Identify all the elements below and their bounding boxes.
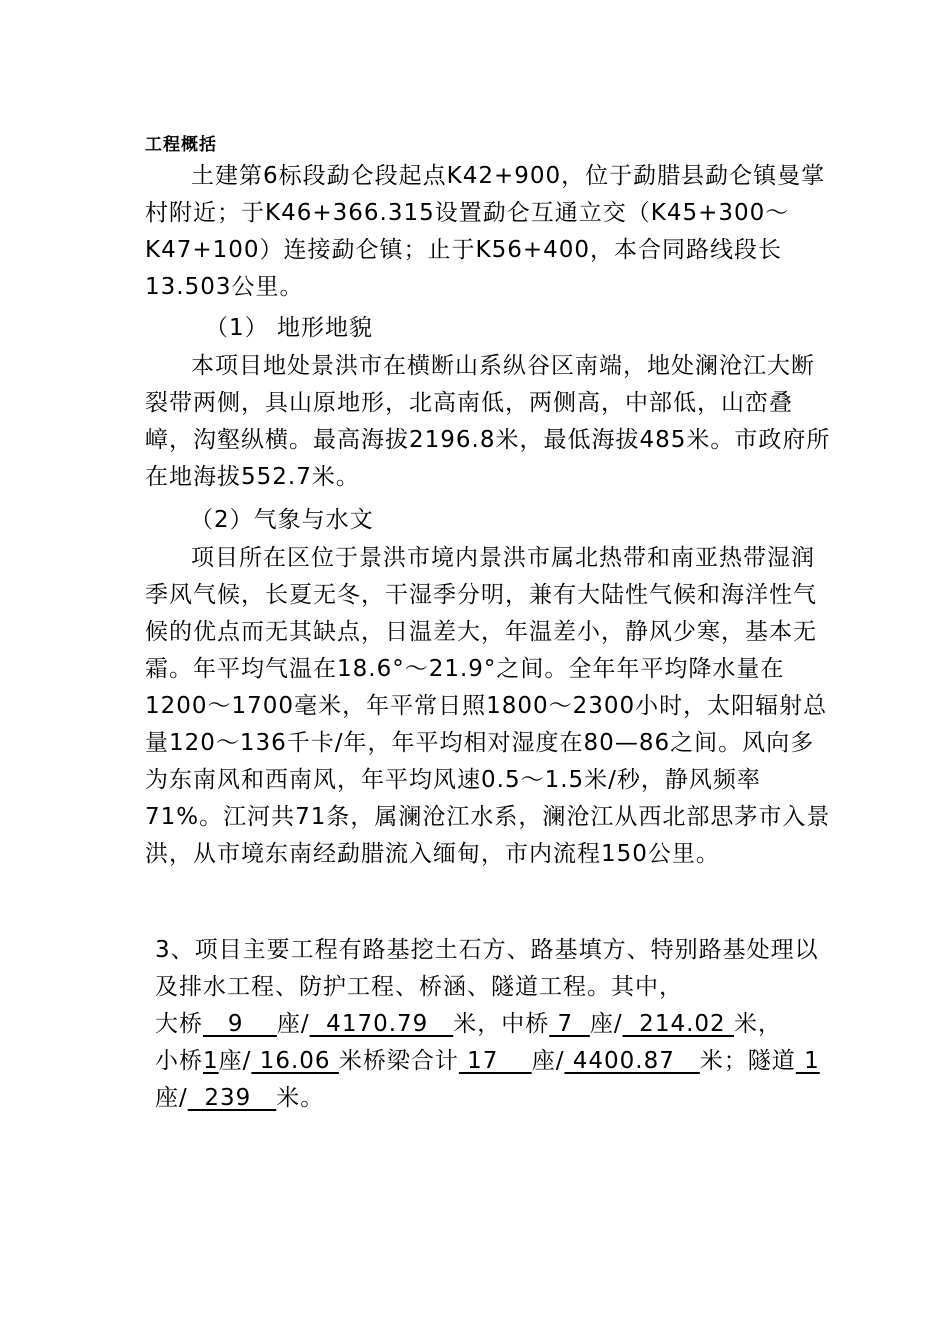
intro-text: 土建第6标段勐仑段起点K42+900，位于勐腊县勐仑镇曼掌村附近；于K46+366.315设置勐仑互通立交（K45+300～K47+100）连接勐仑镇；止于K56+400，本合同路线段长13.503公里。: [145, 163, 826, 300]
intro-paragraph: [145, 158, 835, 306]
large-bridge-count: 9: [203, 1011, 277, 1037]
section1-paragraph: [145, 348, 835, 496]
bridge-total-count: 17: [458, 1048, 532, 1074]
section3-text: 3、项目主要工程有路基挖土石方、路基填方、特别路基处理以及排水工程、防护工程、桥涵、隧道工程。其中，: [155, 937, 819, 1000]
large-bridge-label: 大桥: [155, 1011, 203, 1037]
section1-heading: （1） 地形地貌: [205, 315, 373, 341]
medium-bridge-length: 214.02: [622, 1011, 734, 1037]
large-bridge-length: 4170.79: [309, 1011, 454, 1037]
bridge-total-label: 米桥梁合计: [338, 1048, 459, 1074]
tunnel-count: 1: [795, 1048, 820, 1074]
small-bridge-length: 16.06: [251, 1048, 339, 1074]
small-bridge-label: 小桥: [155, 1048, 203, 1074]
medium-bridge-count: 7: [549, 1011, 590, 1037]
section2-paragraph: [145, 540, 835, 873]
section1-text: 本项目地处景洪市在横断山系纵谷区南端，地处澜沧江大断裂带两侧，具山原地形，北高南低，两侧高，中部低，山峦叠嶂，沟壑纵横。最高海拔2196.8米，最低海拔485米。市政府所在地海拔552.7米。: [145, 353, 831, 490]
small-bridge-count: 1: [203, 1048, 219, 1074]
tunnel-length: 239: [187, 1085, 277, 1111]
tunnel-label: 隧道: [747, 1048, 796, 1074]
document-title: 工程概括: [145, 135, 217, 155]
section3-paragraph: 3、项目主要工程有路基挖土石方、路基填方、特别路基处理以及排水工程、防护工程、桥涵、隧道工程。其中， 大桥 9 座/ 4170.79 米，中桥 7 座/ 214.02 米， 小桥1座/ 16.06 米桥梁合计 17 座/ 4400.87 米；隧道 1座/ 239 米。: [155, 937, 820, 1111]
section2-text: 项目所在区位于景洪市境内景洪市属北热带和南亚热带湿润季风气候，长夏无冬，干湿季分明，兼有大陆性气候和海洋性气候的优点而无其缺点，日温差大，年温差小，静风少寒，基本无霜。年平均气温在18.6°～21.9°之间。全年年平均降水量在1200～1700毫米，年平常日照1800～2300小时，太阳辐射总量120～136千卡/年，年平均相对湿度在80—86之间。风向多为东南风和西南风，年平均风速0.5～1.5米/秒，静风频率71%。江河共71条，属澜沧江水系，澜沧江从西北部思茅市入景洪，从市境东南经勐腊流入缅甸，市内流程150公里。: [145, 545, 831, 867]
bridge-total-length: 4400.87: [564, 1048, 700, 1074]
section2-heading: （2）气象与水文: [190, 507, 374, 533]
medium-bridge-label: 中桥: [501, 1011, 550, 1037]
